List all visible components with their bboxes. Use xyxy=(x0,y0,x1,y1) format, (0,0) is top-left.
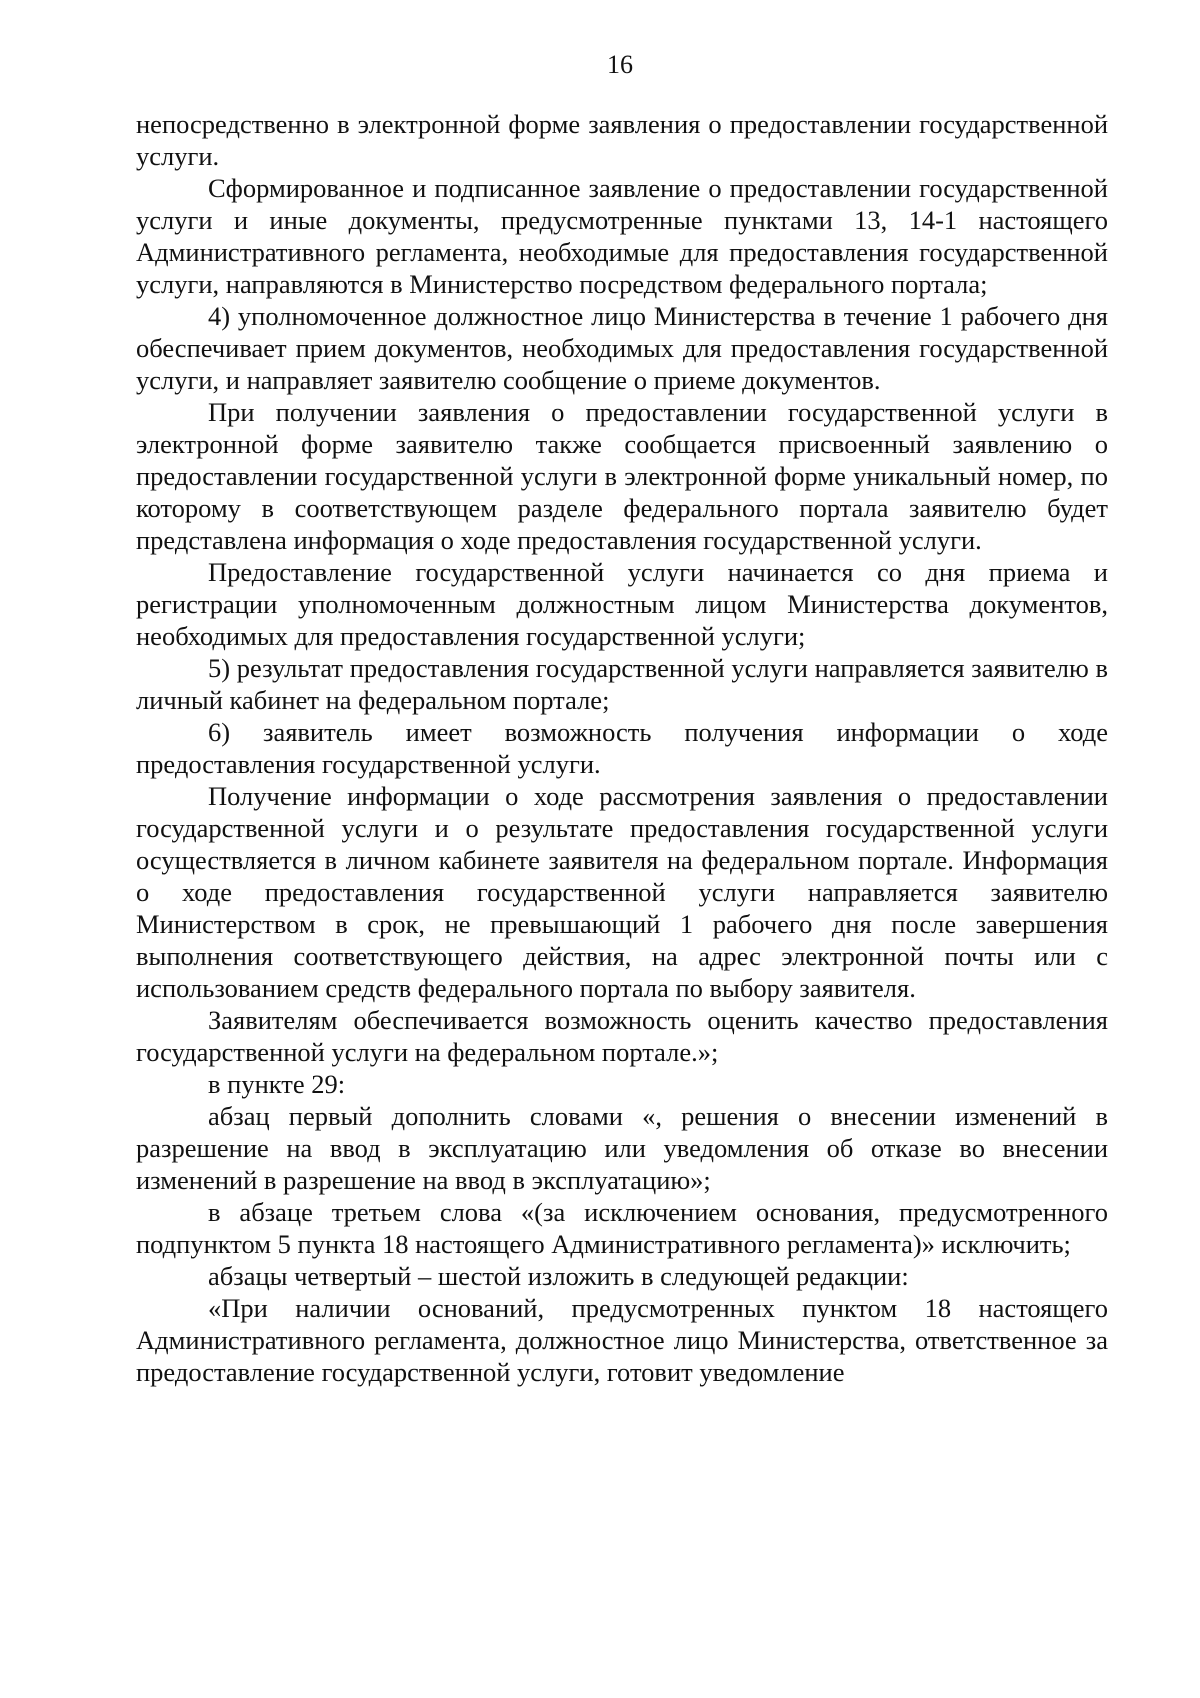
paragraph: 6) заявитель имеет возможность получения информации о ходе предоставления государственной услуги. xyxy=(136,717,1108,779)
paragraph: в пункте 29: xyxy=(208,1069,346,1099)
paragraph: Получение информации о ходе рассмотрения заявления о предоставлении государственной услуги и о результате предоставления государственной услуги осуществляется в личном кабинете заявителя на федеральном портале. Информация о ходе предоставления государственной услуги направляется заявителю Министерством в срок, не превышающий 1 рабочего дня после завершения выполнения соответствующего действия, на адрес электронной почты или с использованием средств федерального портала по выбору заявителя. xyxy=(136,781,1108,1003)
paragraph: 4) уполномоченное должностное лицо Министерства в течение 1 рабочего дня обеспечивает прием документов, необходимых для предоставления государственной услуги, и направляет заявителю сообщение о приеме документов. xyxy=(136,301,1108,395)
paragraph: непосредственно в электронной форме заявления о предоставлении государственной услуги. xyxy=(136,109,1108,171)
paragraph: При получении заявления о предоставлении государственной услуги в электронной форме заявителю также сообщается присвоенный заявлению о предоставлении государственной услуги в электронной форме уникальный номер, по которому в соответствующем разделе федерального портала заявителю будет представлена информация о ходе предоставления государственной услуги. xyxy=(136,397,1108,555)
paragraph: абзацы четвертый – шестой изложить в следующей редакции: xyxy=(208,1261,909,1291)
paragraph: Предоставление государственной услуги начинается со дня приема и регистрации уполномоченным должностным лицом Министерства документов, необходимых для предоставления государственной услуги; xyxy=(136,557,1108,651)
paragraph: в абзаце третьем слова «(за исключением основания, предусмотренного подпунктом 5 пункта 18 настоящего Административного регламента)» исключить; xyxy=(136,1197,1108,1259)
paragraph: абзац первый дополнить словами «, решения о внесении изменений в разрешение на ввод в эксплуатацию или уведомления об отказе во внесении изменений в разрешение на ввод в эксплуатацию»; xyxy=(136,1101,1108,1195)
document-body xyxy=(136,108,1108,1388)
paragraph: Заявителям обеспечивается возможность оценить качество предоставления государственной услуги на федеральном портале.»; xyxy=(136,1005,1108,1067)
paragraph: Сформированное и подписанное заявление о предоставлении государственной услуги и иные документы, предусмотренные пунктами 13, 14-1 настоящего Административного регламента, необходимые для предоставления государственной услуги, направляются в Министерство посредством федерального портала; xyxy=(136,173,1108,299)
paragraph: «При наличии оснований, предусмотренных пунктом 18 настоящего Административного регламента, должностное лицо Министерства, ответственное за предоставление государственной услуги, готовит уведомление xyxy=(136,1293,1108,1387)
page-number: 16 xyxy=(607,50,633,79)
paragraph: 5) результат предоставления государственной услуги направляется заявителю в личный кабинет на федеральном портале; xyxy=(136,653,1108,715)
